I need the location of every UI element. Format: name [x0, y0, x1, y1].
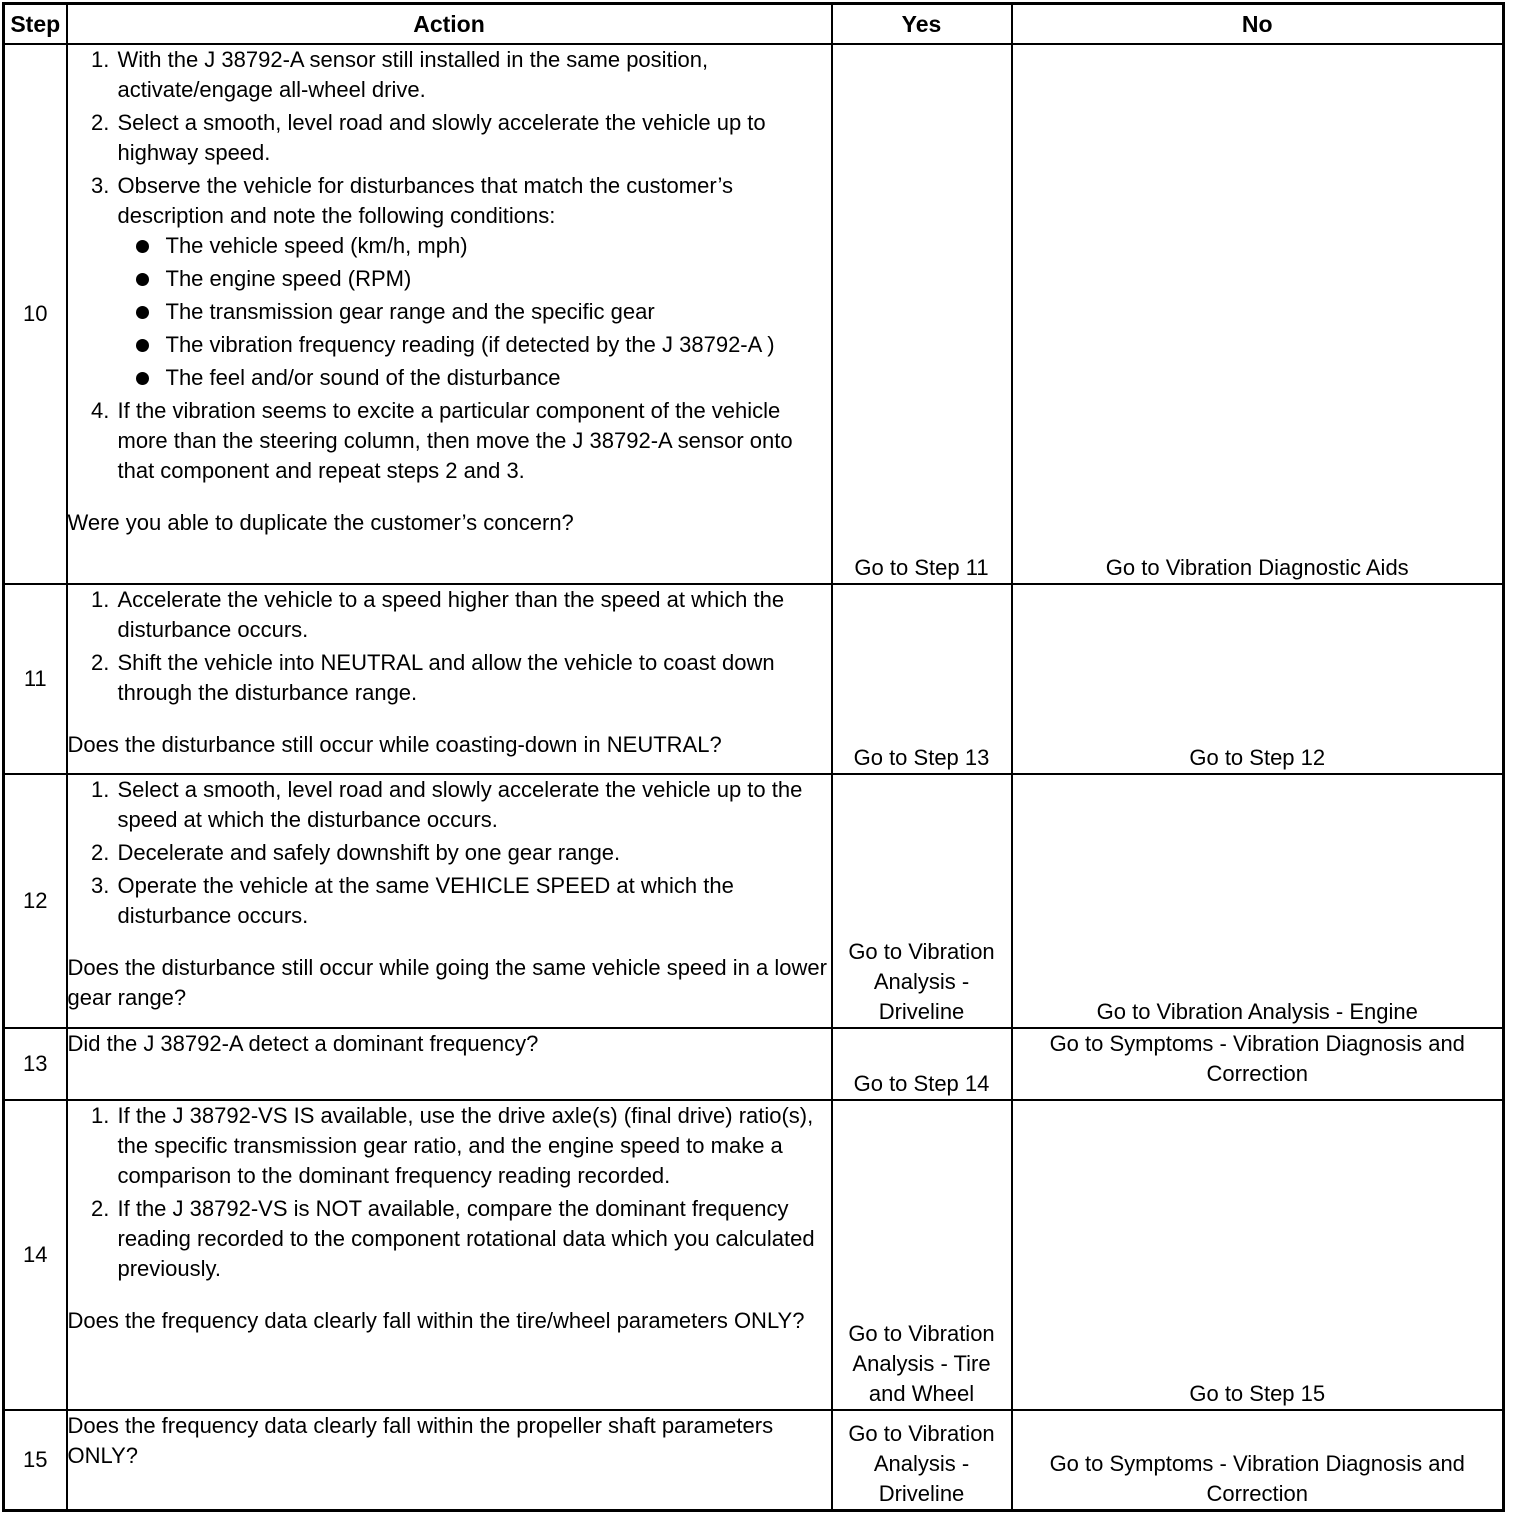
- yes-result: Go to Vibration Analysis - Driveline: [832, 1410, 1012, 1510]
- bullet-item: The transmission gear range and the specific gear: [166, 297, 831, 327]
- no-result: Go to Symptoms - Vibration Diagnosis and Correction: [1012, 1410, 1504, 1510]
- bullet-item: The vehicle speed (km/h, mph): [166, 231, 831, 261]
- question-text: Were you able to duplicate the customer’s concern?: [67, 510, 574, 535]
- yes-result: Go to Step 11: [832, 44, 1012, 584]
- header-step: Step: [4, 4, 67, 45]
- question-text: Did the J 38792-A detect a dominant frequency?: [67, 1031, 539, 1056]
- action-cell: [67, 44, 832, 584]
- list-item: 4. If the vibration seems to excite a particular component of the vehicle more than the steering column, then move the J 38792-A sensor onto that component and repeat steps 2 and 3.: [116, 396, 831, 486]
- no-result: Go to Step 15: [1012, 1100, 1504, 1410]
- table-row-step-14: [4, 1100, 1504, 1410]
- header-no: No: [1012, 4, 1504, 45]
- list-item: 1. If the J 38792-VS IS available, use the drive axle(s) (final drive) ratio(s), the specific transmission gear ratio, and the engine speed to make a comparison to the dominant frequency reading recorded.: [116, 1101, 831, 1191]
- action-cell: [67, 1410, 832, 1510]
- step-number: 15: [4, 1410, 67, 1510]
- list-item-text: Observe the vehicle for disturbances that match the customer’s description and note the following conditions:: [117, 173, 733, 228]
- no-result: Go to Symptoms - Vibration Diagnosis and Correction: [1012, 1028, 1504, 1100]
- action-cell: [67, 1100, 832, 1410]
- step-number: 10: [4, 44, 67, 584]
- diagnostic-table: [2, 2, 1505, 1512]
- table-row-step-15: [4, 1410, 1504, 1510]
- bullet-item: The engine speed (RPM): [166, 264, 831, 294]
- question-text: Does the frequency data clearly fall within the tire/wheel parameters ONLY?: [67, 1308, 805, 1333]
- table-row-step-13: [4, 1028, 1504, 1100]
- question-text: Does the disturbance still occur while coasting-down in NEUTRAL?: [67, 732, 722, 757]
- yes-result: Go to Vibration Analysis - Tire and Wheel: [832, 1100, 1012, 1410]
- bullet-item: The vibration frequency reading (if detected by the J 38792-A ): [166, 330, 831, 360]
- list-item: 2. Shift the vehicle into NEUTRAL and allow the vehicle to coast down through the disturbance range.: [116, 648, 831, 708]
- table-row-step-12: [4, 774, 1504, 1028]
- header-action: Action: [67, 4, 832, 45]
- list-item: 2. Select a smooth, level road and slowly accelerate the vehicle up to highway speed.: [116, 108, 831, 168]
- yes-result: Go to Step 14: [832, 1028, 1012, 1100]
- list-item: 1. Accelerate the vehicle to a speed higher than the speed at which the disturbance occurs.: [116, 585, 831, 645]
- question-text: Does the frequency data clearly fall within the propeller shaft parameters ONLY?: [67, 1413, 774, 1468]
- table-row-step-10: [4, 44, 1504, 584]
- no-result: Go to Vibration Analysis - Engine: [1012, 774, 1504, 1028]
- action-cell: [67, 1028, 832, 1100]
- condition-bullets: [118, 231, 831, 393]
- step-number: 11: [4, 584, 67, 774]
- list-item: 2. Decelerate and safely downshift by one gear range.: [116, 838, 831, 868]
- no-result: Go to Step 12: [1012, 584, 1504, 774]
- action-steps: [68, 45, 831, 486]
- action-cell: [67, 584, 832, 774]
- yes-result: Go to Vibration Analysis - Driveline: [832, 774, 1012, 1028]
- action-steps: [68, 585, 831, 708]
- yes-result: Go to Step 13: [832, 584, 1012, 774]
- step-number: 14: [4, 1100, 67, 1410]
- action-steps: [68, 775, 831, 931]
- header-yes: Yes: [832, 4, 1012, 45]
- header-row: [4, 4, 1504, 45]
- list-item: 1. With the J 38792-A sensor still installed in the same position, activate/engage all-wheel drive.: [116, 45, 831, 105]
- bullet-item: The feel and/or sound of the disturbance: [166, 363, 831, 393]
- question-text: Does the disturbance still occur while going the same vehicle speed in a lower gear range?: [67, 955, 827, 1010]
- step-number: 12: [4, 774, 67, 1028]
- list-item: 3. Operate the vehicle at the same VEHICLE SPEED at which the disturbance occurs.: [116, 871, 831, 931]
- list-item: 2. If the J 38792-VS is NOT available, compare the dominant frequency reading recorded to the component rotational data which you calculated previously.: [116, 1194, 831, 1284]
- action-cell: [67, 774, 832, 1028]
- list-item: [116, 171, 831, 393]
- action-steps: [68, 1101, 831, 1284]
- table-row-step-11: [4, 584, 1504, 774]
- list-item: 1. Select a smooth, level road and slowly accelerate the vehicle up to the speed at which the disturbance occurs.: [116, 775, 831, 835]
- no-result: Go to Vibration Diagnostic Aids: [1012, 44, 1504, 584]
- step-number: 13: [4, 1028, 67, 1100]
